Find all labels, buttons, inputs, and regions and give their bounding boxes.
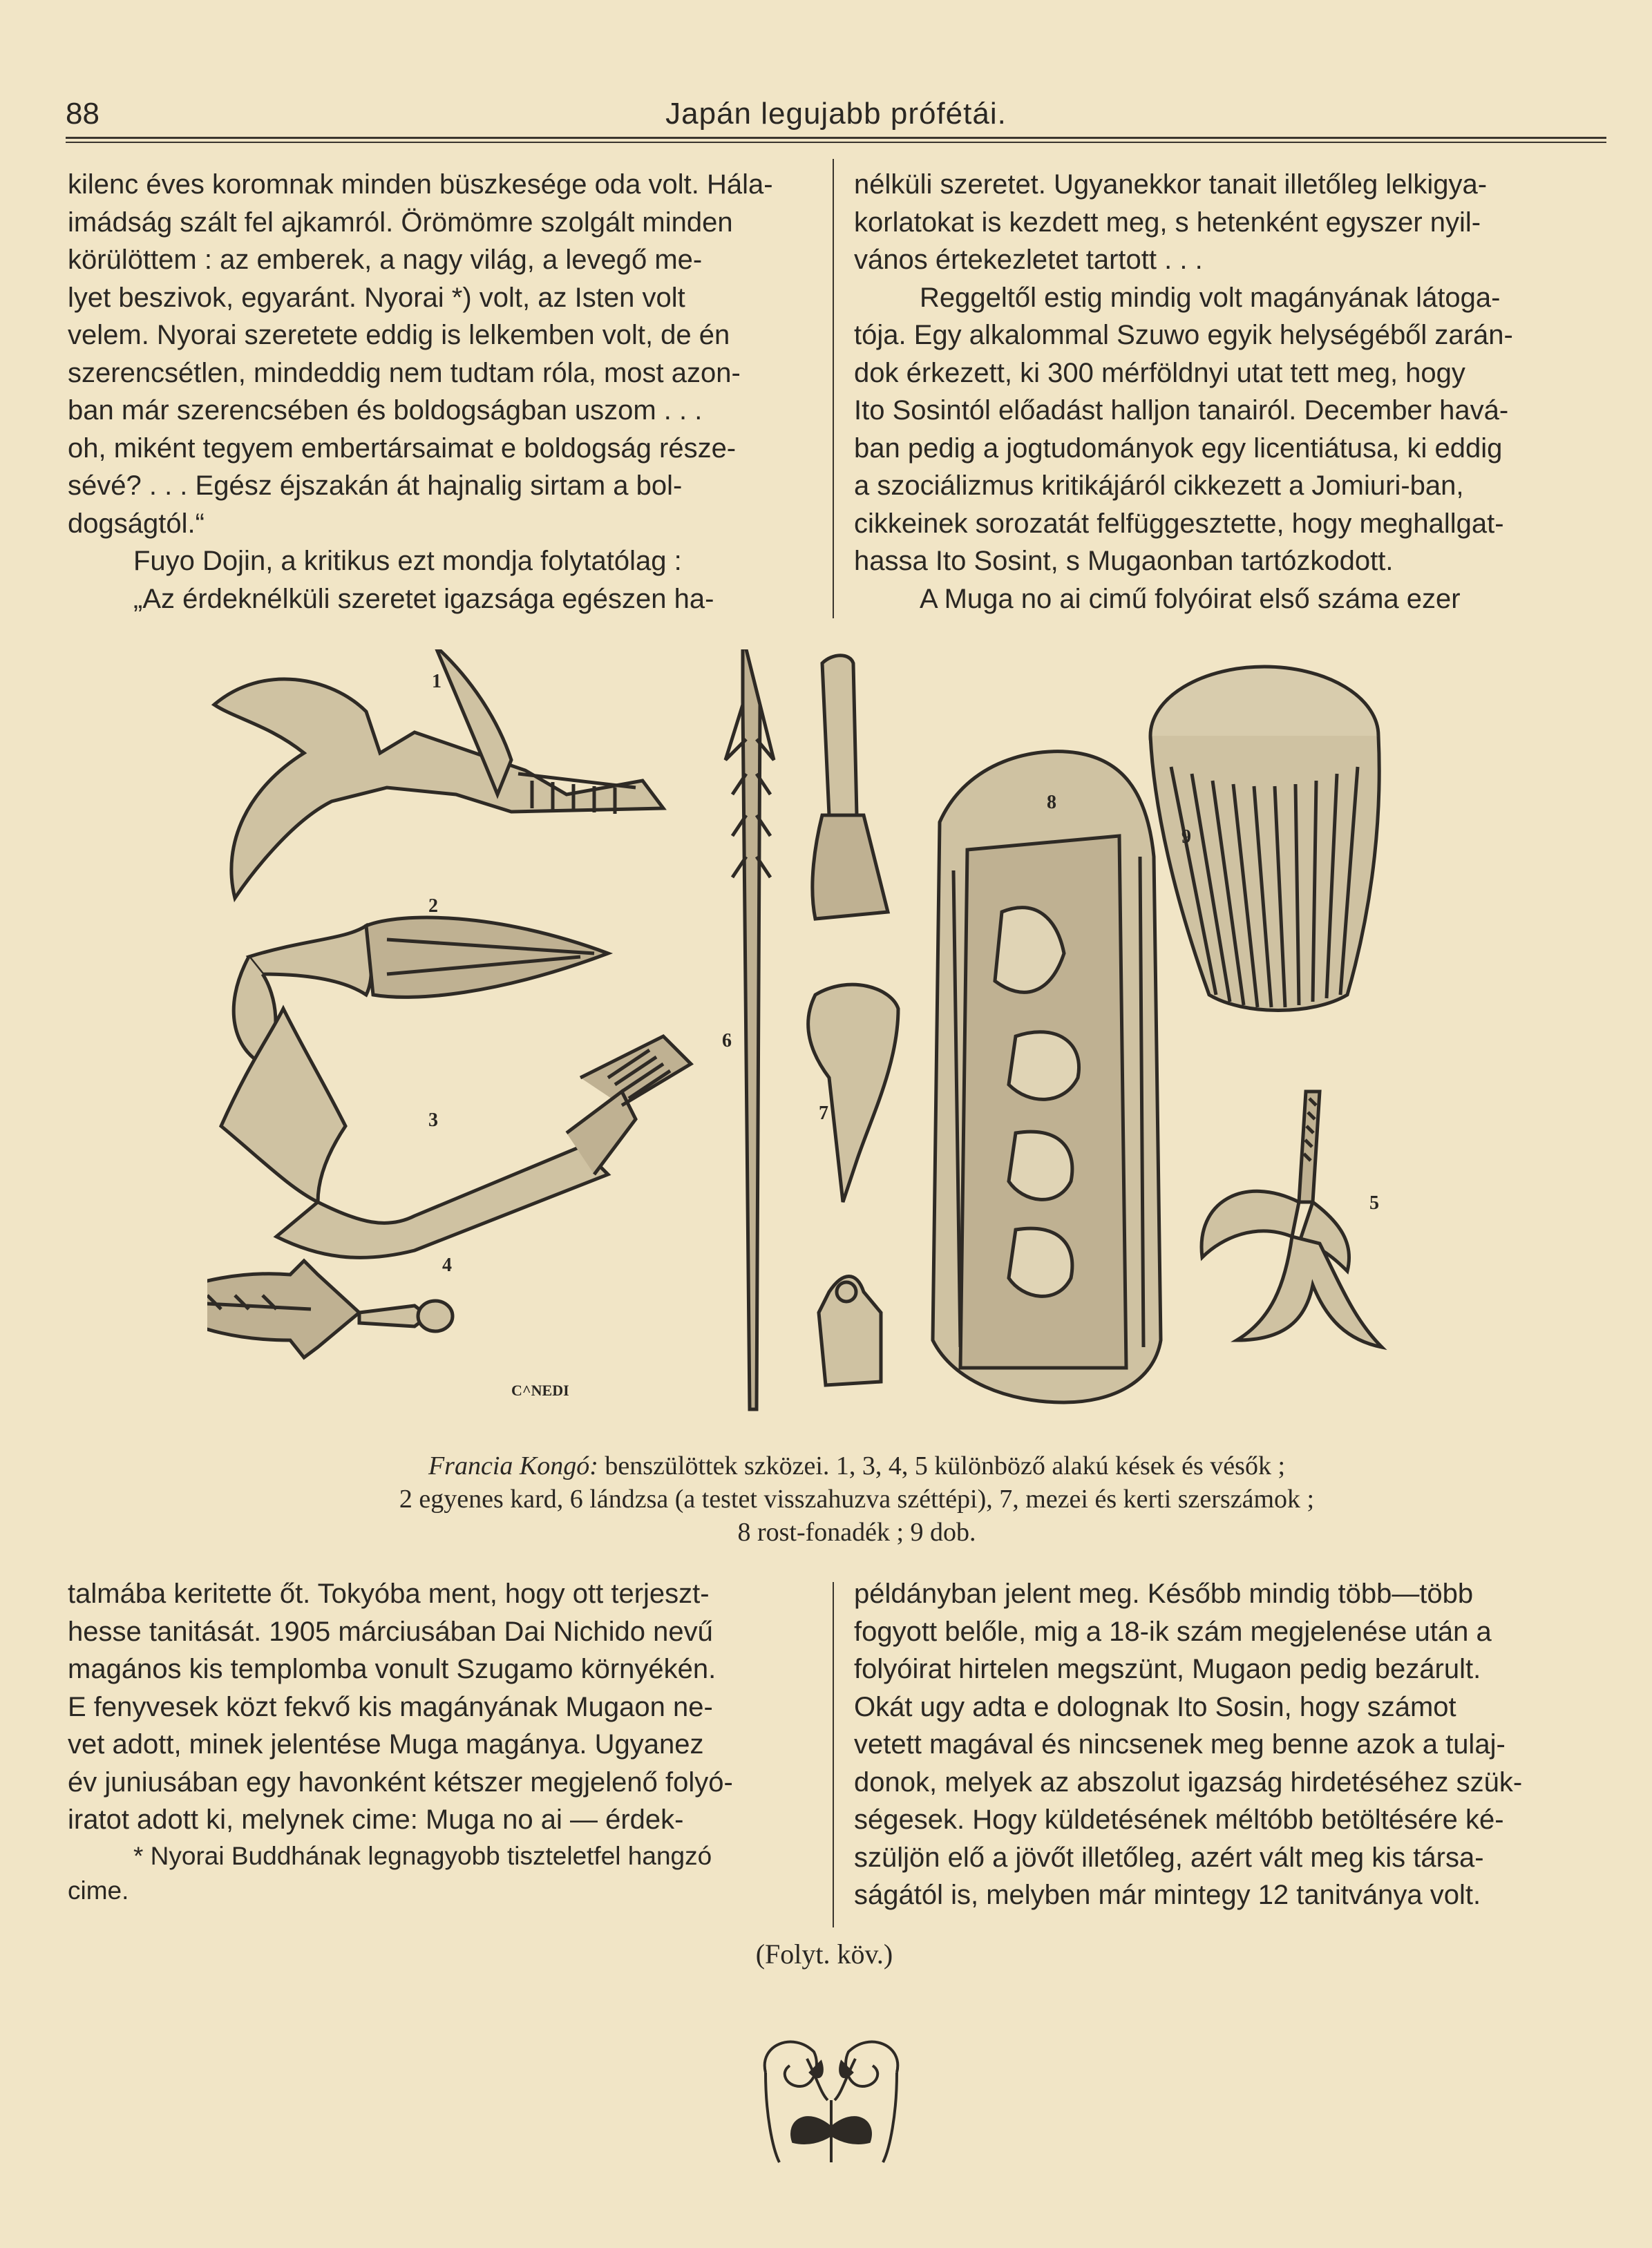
text-line: fogyott belőle, mig a 18-ik szám megjelenése után a xyxy=(854,1616,1492,1647)
floral-ornament-icon xyxy=(752,2031,911,2169)
footnote-line: cime. xyxy=(68,1876,129,1905)
figure-number-6: 6 xyxy=(722,1030,732,1051)
footnote xyxy=(68,1839,806,1908)
text-line: dogságtól.“ xyxy=(68,508,205,539)
text-line: velem. Nyorai szeretete eddig is lelkemben volt, de én xyxy=(68,320,730,350)
figure-number-8: 8 xyxy=(1047,792,1056,813)
text-line: talmába keritette őt. Tokyóba ment, hogy ott terjeszt- xyxy=(68,1579,710,1609)
text-line: hassa Ito Sosint, s Mugaonban tartózkodott. xyxy=(854,546,1394,576)
caption-location: Francia Kongó: xyxy=(428,1451,598,1480)
text-line: dok érkezett, ki 300 mérföldnyi utat tett meg, hogy xyxy=(854,357,1465,388)
tool-6-spear xyxy=(725,649,774,1409)
header-rule-bottom xyxy=(66,142,1606,143)
text-line: kilenc éves koromnak minden büszkesége oda volt. Hála- xyxy=(68,169,773,200)
text-line: korlatokat is kezdett meg, s hetenként egyszer nyil- xyxy=(854,207,1481,238)
text-line: ségesek. Hogy küldetésének méltóbb betöltésére ké- xyxy=(854,1804,1504,1835)
top-right-column xyxy=(854,166,1604,618)
text-line: Fuyo Dojin, a kritikus ezt mondja folytatólag : xyxy=(133,546,682,576)
text-line: körülöttem : az emberek, a nagy világ, a levegő me- xyxy=(68,245,703,275)
text-line: szerencsétlen, mindeddig nem tudtam róla, most azon- xyxy=(68,357,741,388)
text-line: oh, miként tegyem embertársaimat e boldogság része- xyxy=(68,432,737,464)
figure-number-9: 9 xyxy=(1181,826,1191,848)
text-line: szüljön elő a jövőt illetőleg, azért vált meg kis társa- xyxy=(854,1842,1484,1873)
caption-text: benszülöttek szközei. 1, 3, 4, 5 különböző alakú kések és vésők ; xyxy=(598,1451,1286,1480)
text-line: cikkeinek sorozatát felfüggesztette, hogy meghallgat- xyxy=(854,508,1504,539)
running-title: Japán legujabb prófétái. xyxy=(665,97,1007,131)
text-line: lyet beszivok, egyaránt. Nyorai *) volt, az Isten volt xyxy=(68,282,685,313)
text-line: A Muga no ai cimű folyóirat első száma ezer xyxy=(920,583,1461,614)
caption-line-1 xyxy=(207,1449,1506,1483)
column-divider-bottom xyxy=(833,1582,834,1927)
text-line: „Az érdeknélküli szeretet igazsága egészen ha- xyxy=(133,583,714,614)
engraver-signature: C^NEDI xyxy=(511,1382,569,1399)
text-line: ban pedig a jogtudományok egy licentiátusa, ki eddig xyxy=(854,432,1503,464)
header-rule-top xyxy=(66,137,1606,139)
figure-number-4: 4 xyxy=(442,1255,452,1276)
text-line: ban már szerencsében és boldogságban uszom . . . xyxy=(68,395,703,426)
bottom-left-column xyxy=(68,1575,806,1908)
text-line: vetett magával és nincsenek meg benne azok a tulaj- xyxy=(854,1729,1506,1760)
text-line: Reggeltől estig mindig volt magányának látoga- xyxy=(920,282,1501,313)
tool-8-woven-mat xyxy=(933,752,1161,1402)
text-line: vános értekezletet tartott . . . xyxy=(854,245,1203,275)
text-line: sévé? . . . Egész éjszakán át hajnalig sirtam a bol- xyxy=(68,470,683,501)
text-line: tója. Egy alkalommal Szuwo egyik helységéből zarán- xyxy=(854,320,1513,350)
column-divider-top xyxy=(833,159,834,618)
bottom-right-column xyxy=(854,1575,1604,1914)
figure-number-3: 3 xyxy=(428,1109,438,1131)
page-number: 88 xyxy=(66,97,99,131)
tool-3-axe xyxy=(221,1009,691,1257)
text-line: a szociálizmus kritikájáról cikkezett a Jomiuri-ban, xyxy=(854,470,1464,501)
text-line: donok, melyek az abszolut igazság hirdetéséhez szük- xyxy=(854,1766,1523,1798)
text-line: iratot adott ki, melynek cime: Muga no ai — érdek- xyxy=(68,1804,684,1835)
top-left-column xyxy=(68,166,806,618)
footnote-line: * Nyorai Buddhának legnagyobb tiszteletfel hangzó xyxy=(133,1841,712,1870)
text-line: folyóirat hirtelen megszünt, Mugaon pedig bezárult. xyxy=(854,1654,1481,1684)
continuation-note: (Folyt. köv.) xyxy=(755,1939,893,1970)
caption-line-2: 2 egyenes kard, 6 lándzsa (a testet visszahuzva széttépi), 7, mezei és kerti szerszámok ; xyxy=(399,1485,1315,1514)
text-line: Okát ugy adta e dolognak Ito Sosin, hogy számot xyxy=(854,1691,1456,1722)
page-header xyxy=(66,97,1606,138)
text-line: nélküli szeretet. Ugyanekkor tanait illetőleg lelkigya- xyxy=(854,169,1488,200)
text-line: Ito Sosintól előadást halljon tanairól. December havá- xyxy=(854,395,1509,426)
congo-tools-illustration xyxy=(207,649,1624,1423)
text-line: magános kis templomba vonult Szugamo környékén. xyxy=(68,1654,716,1684)
text-line: példányban jelent meg. Később mindig több—több xyxy=(854,1579,1474,1609)
figure-number-1: 1 xyxy=(432,671,442,692)
tool-4-blade xyxy=(207,1261,453,1358)
figure-caption xyxy=(207,1449,1506,1549)
text-line: év juniusában egy havonként kétszer megjelenő folyó- xyxy=(68,1766,733,1798)
text-line: E fenyvesek közt fekvő kis magányának Mugaon ne- xyxy=(68,1691,713,1722)
figure-number-2: 2 xyxy=(428,895,438,917)
figure-number-5: 5 xyxy=(1369,1192,1379,1214)
figure-number-7: 7 xyxy=(819,1103,828,1124)
text-line: vet adott, minek jelentése Muga magánya. Ugyanez xyxy=(68,1729,704,1760)
tool-7-implements xyxy=(808,656,898,1385)
caption-line-3: 8 rost-fonadék ; 9 dob. xyxy=(737,1518,976,1547)
text-line: ságától is, melyben már mintegy 12 tanitványa volt. xyxy=(854,1880,1481,1910)
tool-5-curved-knife xyxy=(1202,1092,1382,1347)
text-line: hesse tanitását. 1905 márciusában Dai Nichido nevű xyxy=(68,1616,713,1647)
text-line: imádság szált fel ajkamról. Örömömre szolgált minden xyxy=(68,207,733,238)
